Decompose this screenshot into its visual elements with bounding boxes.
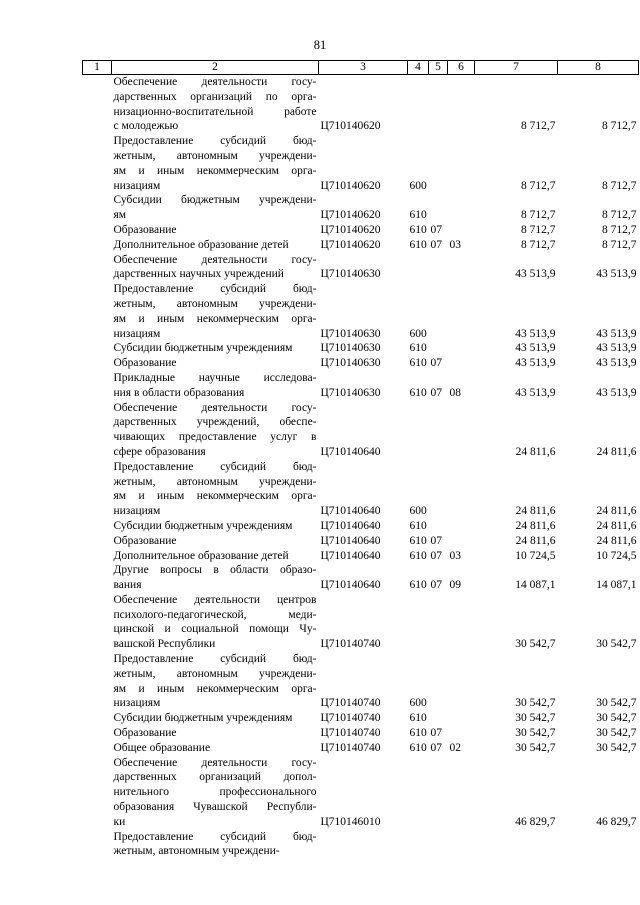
row-name-line: вашской Республики (113, 638, 216, 651)
row-name-line: Обеспечение деятельности госу- (113, 401, 317, 414)
row-rz-cell (429, 460, 448, 519)
table-row (83, 238, 639, 253)
row-code-cell: Ц710140640 (320, 445, 381, 458)
row-value-8-cell: 24 811,6 (596, 445, 637, 458)
row-name-cell (112, 253, 319, 283)
row-rz-cell (429, 341, 448, 356)
row-name-line: Обеспечение деятельности центров (113, 593, 317, 606)
row-code-cell: Ц710140630 (320, 386, 381, 399)
header-col-7: 7 (475, 61, 558, 75)
row-pr-cell (448, 223, 475, 238)
header-row (83, 61, 639, 75)
row-name-line: жетным, автономным учреждени- (113, 667, 317, 680)
row-rz-cell: 07 (430, 223, 442, 236)
row-name-cell (112, 830, 319, 860)
row-code-cell (319, 830, 408, 860)
row-name-cell (112, 356, 319, 371)
row-pr-cell (448, 534, 475, 549)
header-col-5: 5 (429, 61, 448, 75)
row-code-cell: Ц710140640 (320, 549, 381, 562)
row-pr-cell (448, 75, 475, 135)
row-name-cell (112, 401, 319, 460)
row-name-cell (112, 534, 319, 549)
row-name-line: сфере образования (113, 445, 206, 458)
row-name-line: Общее образование (113, 741, 211, 754)
table-body (83, 75, 639, 860)
row-value-7-cell: 14 087,1 (515, 579, 556, 592)
row-name-line: Предоставление субсидий бюд- (113, 653, 317, 666)
row-name-cell (112, 460, 319, 519)
row-name-line: ки (113, 815, 126, 828)
table-row (83, 711, 639, 726)
table-row (83, 253, 639, 283)
row-name-line: ям (113, 209, 127, 222)
row-number-cell (83, 282, 112, 341)
row-rz-cell: 07 (430, 741, 442, 754)
row-name-cell (112, 711, 319, 726)
row-rz-cell (429, 193, 448, 223)
row-value-7-cell: 30 542,7 (515, 741, 556, 754)
table-row (83, 134, 639, 193)
row-rz-cell (429, 711, 448, 726)
row-number-cell (83, 356, 112, 371)
row-name-line: жетным, автономным учреждени- (113, 475, 317, 488)
row-value-7-cell: 43 513,9 (515, 268, 556, 281)
row-value-8-cell: 14 087,1 (596, 579, 637, 592)
table-row (83, 341, 639, 356)
page-number: 81 (313, 38, 327, 52)
row-name-cell (112, 282, 319, 341)
row-rz-cell: 07 (430, 238, 442, 251)
row-code-cell: Ц710140630 (320, 357, 381, 370)
row-vr-cell (408, 756, 429, 830)
row-name-cell (112, 223, 319, 238)
row-name-cell (112, 741, 319, 756)
table-row (83, 193, 639, 223)
row-vr-cell: 610 (409, 549, 427, 562)
row-vr-cell: 600 (409, 327, 427, 340)
row-code-cell: Ц710140740 (320, 697, 381, 710)
row-name-line: Субсидии бюджетным учреждени- (113, 194, 317, 207)
row-pr-cell (448, 726, 475, 741)
row-name-line: образования Чувашской Республи- (113, 801, 317, 814)
row-vr-cell: 610 (409, 209, 427, 222)
row-value-8-cell: 8 712,7 (602, 179, 637, 192)
row-rz-cell: 07 (430, 386, 442, 399)
row-rz-cell (429, 652, 448, 711)
table-row (83, 460, 639, 519)
row-pr-cell (448, 460, 475, 519)
row-pr-cell (448, 356, 475, 371)
row-value-8-cell: 8 712,7 (602, 238, 637, 251)
row-vr-cell (408, 253, 429, 283)
row-vr-cell: 610 (409, 741, 427, 754)
row-name-line: низациям (113, 505, 161, 518)
row-number-cell (83, 253, 112, 283)
row-number-cell (83, 711, 112, 726)
row-number-cell (83, 652, 112, 711)
row-vr-cell (408, 593, 429, 652)
row-code-cell: Ц710140630 (320, 268, 381, 281)
row-pr-cell (448, 711, 475, 726)
row-vr-cell: 600 (409, 179, 427, 192)
row-name-line: с молодежью (113, 120, 179, 133)
row-name-line: Предоставление субсидий бюд- (113, 135, 317, 148)
table-row (83, 534, 639, 549)
row-value-7-cell: 43 513,9 (515, 357, 556, 370)
row-vr-cell: 610 (409, 357, 427, 370)
row-number-cell (83, 593, 112, 652)
row-value-8-cell: 24 811,6 (596, 505, 637, 518)
row-pr-cell (448, 519, 475, 534)
row-value-8-cell: 30 542,7 (596, 638, 637, 651)
row-code-cell: Ц710140630 (320, 327, 381, 340)
header-col-3: 3 (319, 61, 408, 75)
row-vr-cell: 610 (409, 579, 427, 592)
row-code-cell: Ц710140640 (320, 534, 381, 547)
row-value-7-cell: 8 712,7 (521, 179, 556, 192)
row-rz-cell: 07 (430, 357, 442, 370)
row-pr-cell (448, 756, 475, 830)
row-pr-cell: 03 (449, 549, 461, 562)
row-vr-cell: 610 (409, 534, 427, 547)
row-name-line: ям и иным некоммерческим орга- (113, 490, 317, 503)
row-number-cell (83, 341, 112, 356)
row-rz-cell: 07 (430, 727, 442, 740)
table-row (83, 756, 639, 830)
row-name-cell (112, 756, 319, 830)
row-name-line: низациям (113, 327, 161, 340)
row-name-line: дарственных организаций допол- (113, 771, 317, 784)
table-row (83, 593, 639, 652)
row-value-7-cell: 10 724,5 (515, 549, 556, 562)
table-row (83, 356, 639, 371)
row-name-line: Образование (113, 223, 177, 236)
header-col-8: 8 (558, 61, 639, 75)
row-rz-cell (429, 519, 448, 534)
row-value-8-cell: 43 513,9 (596, 268, 637, 281)
row-name-line: жетным, автономным учреждени- (113, 845, 280, 858)
row-rz-cell (429, 75, 448, 135)
row-value-7-cell: 8 712,7 (521, 209, 556, 222)
row-value-7-cell: 43 513,9 (515, 386, 556, 399)
row-vr-cell: 610 (409, 727, 427, 740)
row-value-7-cell: 8 712,7 (521, 238, 556, 251)
row-name-cell (112, 75, 319, 135)
row-number-cell (83, 223, 112, 238)
row-vr-cell: 610 (409, 712, 427, 725)
row-number-cell (83, 460, 112, 519)
row-value-7-cell: 8 712,7 (521, 120, 556, 133)
row-number-cell (83, 134, 112, 193)
row-pr-cell: 08 (449, 386, 461, 399)
row-rz-cell: 07 (430, 534, 442, 547)
table-row (83, 371, 639, 401)
row-name-cell (112, 652, 319, 711)
table-row (83, 563, 639, 593)
row-name-line: дарственных научных учреждений (113, 268, 284, 281)
row-number-cell (83, 519, 112, 534)
row-code-cell: Ц710140640 (320, 519, 381, 532)
row-name-cell (112, 134, 319, 193)
row-name-cell (112, 549, 319, 564)
row-value-7-cell: 24 811,6 (515, 505, 556, 518)
row-vr-cell (408, 830, 429, 860)
row-number-cell (83, 75, 112, 135)
row-number-cell (83, 238, 112, 253)
row-rz-cell (429, 830, 448, 860)
row-name-line: Обеспечение деятельности госу- (113, 253, 317, 266)
row-vr-cell: 610 (409, 223, 427, 236)
row-name-line: вания (113, 579, 142, 592)
row-name-line: ям и иным некоммерческим орга- (113, 164, 317, 177)
row-name-line: Предоставление субсидий бюд- (113, 283, 317, 296)
row-name-line: низационно-воспитательной работе (113, 105, 317, 118)
row-code-cell: Ц710140630 (320, 342, 381, 355)
row-value-7-cell: 24 811,6 (515, 445, 556, 458)
row-pr-cell (448, 253, 475, 283)
row-pr-cell (448, 134, 475, 193)
table-row (83, 282, 639, 341)
row-rz-cell: 07 (430, 549, 442, 562)
row-name-line: ния в области образования (113, 386, 245, 399)
row-value-8-cell: 43 513,9 (596, 386, 637, 399)
row-name-line: Прикладные научные исследова- (113, 371, 317, 384)
row-value-8-cell: 30 542,7 (596, 712, 637, 725)
row-name-line: Предоставление субсидий бюд- (113, 460, 317, 473)
row-name-line: цинской и социальной помощи Чу- (113, 623, 317, 636)
row-pr-cell: 09 (449, 579, 461, 592)
row-rz-cell (429, 282, 448, 341)
row-vr-cell: 610 (409, 386, 427, 399)
row-name-line: психолого-педагогической, меди- (113, 608, 317, 621)
row-code-cell: Ц710140620 (320, 223, 381, 236)
row-number-cell (83, 371, 112, 401)
row-name-line: Предоставление субсидий бюд- (113, 830, 317, 843)
table-row (83, 741, 639, 756)
row-vr-cell (408, 401, 429, 460)
row-value-7-cell: 30 542,7 (515, 712, 556, 725)
row-name-line: жетным, автономным учреждени- (113, 297, 317, 310)
row-name-line: нительного профессионального (113, 786, 317, 799)
row-name-line: жетным, автономным учреждени- (113, 149, 317, 162)
row-value-7-cell: 30 542,7 (515, 638, 556, 651)
table-row (83, 401, 639, 460)
row-name-line: Дополнительное образование детей (113, 238, 289, 251)
table-row (83, 223, 639, 238)
row-value-8-cell: 43 513,9 (596, 357, 637, 370)
header-col-2: 2 (112, 61, 319, 75)
row-name-cell (112, 563, 319, 593)
row-code-cell: Ц710140640 (320, 505, 381, 518)
row-code-cell: Ц710140620 (320, 209, 381, 222)
row-value-8-cell: 43 513,9 (596, 327, 637, 340)
table-row (83, 75, 639, 135)
row-name-cell (112, 593, 319, 652)
row-value-8-cell: 8 712,7 (602, 223, 637, 236)
row-name-line: Образование (113, 727, 177, 740)
row-value-8-cell: 24 811,6 (596, 534, 637, 547)
row-number-cell (83, 741, 112, 756)
row-name-line: низациям (113, 697, 161, 710)
row-vr-cell (408, 75, 429, 135)
row-name-line: ям и иным некоммерческим орга- (113, 312, 317, 325)
table-row (83, 726, 639, 741)
row-number-cell (83, 726, 112, 741)
row-value-7-cell: 30 542,7 (515, 727, 556, 740)
row-value-7-cell: 30 542,7 (515, 697, 556, 710)
row-code-cell: Ц710140640 (320, 579, 381, 592)
row-pr-cell (448, 401, 475, 460)
row-name-line: Субсидии бюджетным учреждениям (113, 712, 293, 725)
row-value-7-cell: 43 513,9 (515, 327, 556, 340)
row-number-cell (83, 401, 112, 460)
row-value-8-cell: 10 724,5 (596, 549, 637, 562)
row-name-line: Субсидии бюджетным учреждениям (113, 519, 293, 532)
row-code-cell: Ц710140740 (320, 727, 381, 740)
row-pr-cell (448, 652, 475, 711)
row-number-cell (83, 830, 112, 860)
table-row (83, 830, 639, 860)
row-code-cell: Ц710140740 (320, 638, 381, 651)
header-col-6: 6 (448, 61, 475, 75)
row-rz-cell (429, 134, 448, 193)
row-vr-cell: 610 (409, 342, 427, 355)
row-value-8-cell: 24 811,6 (596, 519, 637, 532)
row-name-cell (112, 238, 319, 253)
row-value-8-cell: 30 542,7 (596, 697, 637, 710)
row-name-cell (112, 193, 319, 223)
row-vr-cell: 610 (409, 238, 427, 251)
header-col-1: 1 (83, 61, 112, 75)
row-value-8-cell (558, 830, 639, 860)
row-code-cell: Ц710146010 (320, 815, 381, 828)
row-pr-cell: 02 (449, 741, 461, 754)
table-row (83, 652, 639, 711)
row-pr-cell (448, 593, 475, 652)
row-value-7-cell: 8 712,7 (521, 223, 556, 236)
row-name-line: Обеспечение деятельности госу- (113, 756, 317, 769)
row-code-cell: Ц710140620 (320, 238, 381, 251)
table-row (83, 519, 639, 534)
row-pr-cell (448, 282, 475, 341)
row-value-8-cell: 46 829,7 (596, 815, 637, 828)
row-number-cell (83, 563, 112, 593)
row-code-cell: Ц710140740 (320, 741, 381, 754)
budget-table (82, 60, 639, 859)
row-value-8-cell: 43 513,9 (596, 342, 637, 355)
row-rz-cell (429, 401, 448, 460)
row-code-cell: Ц710140620 (320, 179, 381, 192)
row-name-line: Другие вопросы в области образо- (113, 564, 317, 577)
row-number-cell (83, 193, 112, 223)
row-code-cell: Ц710140740 (320, 712, 381, 725)
row-number-cell (83, 756, 112, 830)
row-rz-cell (429, 756, 448, 830)
row-value-8-cell: 30 542,7 (596, 741, 637, 754)
row-pr-cell (448, 341, 475, 356)
row-name-line: ям и иным некоммерческим орга- (113, 682, 317, 695)
row-vr-cell: 600 (409, 697, 427, 710)
row-pr-cell (448, 193, 475, 223)
row-name-line: Обеспечение деятельности госу- (113, 76, 317, 88)
row-rz-cell (429, 253, 448, 283)
table-row (83, 549, 639, 564)
row-value-7-cell: 43 513,9 (515, 342, 556, 355)
row-name-line: Дополнительное образование детей (113, 549, 289, 562)
row-code-cell: Ц710140620 (320, 120, 381, 133)
row-number-cell (83, 549, 112, 564)
header-col-4: 4 (408, 61, 429, 75)
row-name-line: Образование (113, 534, 177, 547)
row-name-line: дарственных учреждений, обеспе- (113, 416, 317, 429)
row-rz-cell: 07 (430, 579, 442, 592)
row-value-8-cell: 8 712,7 (602, 209, 637, 222)
row-value-7-cell: 24 811,6 (515, 519, 556, 532)
row-name-cell (112, 371, 319, 401)
row-value-7-cell (475, 830, 558, 860)
row-name-cell (112, 341, 319, 356)
row-name-line: низациям (113, 179, 161, 192)
row-value-7-cell: 46 829,7 (515, 815, 556, 828)
row-pr-cell: 03 (449, 238, 461, 251)
row-pr-cell (448, 830, 475, 860)
row-name-cell (112, 726, 319, 741)
row-name-cell (112, 519, 319, 534)
row-name-line: чивающих предоставление услуг в (113, 431, 317, 444)
row-name-line: дарственных организаций по орга- (113, 90, 317, 103)
row-name-line: Субсидии бюджетным учреждениям (113, 342, 293, 355)
row-value-7-cell: 24 811,6 (515, 534, 556, 547)
row-value-8-cell: 30 542,7 (596, 727, 637, 740)
row-vr-cell: 600 (409, 505, 427, 518)
row-name-line: Образование (113, 357, 177, 370)
row-rz-cell (429, 593, 448, 652)
row-number-cell (83, 534, 112, 549)
row-value-8-cell: 8 712,7 (602, 120, 637, 133)
row-vr-cell: 610 (409, 519, 427, 532)
